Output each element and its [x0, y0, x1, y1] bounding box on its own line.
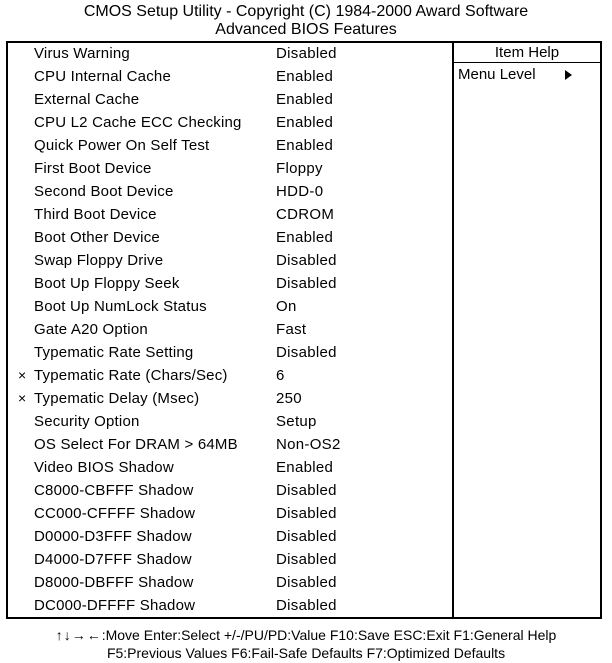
- setting-value: 6: [276, 367, 285, 384]
- setting-label: D4000-D7FFF Shadow: [34, 551, 192, 568]
- setting-label: Quick Power On Self Test: [34, 137, 210, 154]
- setting-label: First Boot Device: [34, 160, 152, 177]
- setting-label: Typematic Rate Setting: [34, 344, 194, 361]
- setting-row-security-option[interactable]: [8, 410, 452, 433]
- setting-value[interactable]: Non-OS2: [276, 436, 341, 453]
- setting-label: Swap Floppy Drive: [34, 252, 164, 269]
- settings-list: [8, 42, 452, 617]
- setting-label: Boot Up Floppy Seek: [34, 275, 180, 292]
- setting-row-third-boot-device[interactable]: [8, 203, 452, 226]
- disabled-mark-icon: ×: [18, 390, 27, 406]
- menu-level-label: Menu Level: [458, 66, 536, 83]
- setting-label: CC000-CFFFF Shadow: [34, 505, 196, 522]
- setting-label: Security Option: [34, 413, 140, 430]
- setting-row-typematic-delay: [8, 387, 452, 410]
- setting-value[interactable]: Setup: [276, 413, 317, 430]
- setting-label: Boot Up NumLock Status: [34, 298, 207, 315]
- setting-row-typematic-rate: [8, 364, 452, 387]
- setting-value[interactable]: Fast: [276, 321, 307, 338]
- setting-value: 250: [276, 390, 302, 407]
- page-title: Advanced BIOS Features: [215, 21, 397, 38]
- setting-row-d0000-shadow[interactable]: [8, 525, 452, 548]
- setting-row-d4000-shadow[interactable]: [8, 548, 452, 571]
- setting-row-typematic-rate-setting[interactable]: [8, 341, 452, 364]
- setting-row-cpu-internal-cache[interactable]: [8, 65, 452, 88]
- setting-value[interactable]: HDD-0: [276, 183, 324, 200]
- setting-row-gate-a20-option[interactable]: [8, 318, 452, 341]
- triangle-right-icon: [565, 70, 572, 80]
- setting-label: Gate A20 Option: [34, 321, 148, 338]
- setting-label: Virus Warning: [34, 45, 130, 62]
- setting-row-boot-up-floppy-seek[interactable]: [8, 272, 452, 295]
- setting-value[interactable]: Enabled: [276, 114, 334, 131]
- setting-value[interactable]: Disabled: [276, 252, 337, 269]
- setting-row-c8000-shadow[interactable]: [8, 479, 452, 502]
- setting-value[interactable]: Disabled: [276, 45, 337, 62]
- setting-row-os-select-for-dram[interactable]: [8, 433, 452, 456]
- setting-row-cpu-l2-cache-ecc-checking[interactable]: [8, 111, 452, 134]
- setting-value[interactable]: Disabled: [276, 528, 337, 545]
- setting-row-d8000-shadow[interactable]: [8, 571, 452, 594]
- arrow-keys-icon: ↑↓→←: [55, 627, 102, 643]
- setting-label: Boot Other Device: [34, 229, 160, 246]
- setting-row-dc000-shadow[interactable]: [8, 594, 452, 617]
- key-help-line-1: [0, 626, 612, 644]
- setting-label: CPU Internal Cache: [34, 68, 171, 85]
- setting-value[interactable]: Enabled: [276, 68, 334, 85]
- setting-value[interactable]: Enabled: [276, 91, 334, 108]
- setting-value[interactable]: Enabled: [276, 229, 334, 246]
- setting-label: D0000-D3FFF Shadow: [34, 528, 192, 545]
- setting-label: OS Select For DRAM > 64MB: [34, 436, 238, 453]
- setting-label: Typematic Rate (Chars/Sec): [34, 367, 228, 384]
- setting-value[interactable]: Disabled: [276, 505, 337, 522]
- setting-value[interactable]: Enabled: [276, 459, 334, 476]
- setting-row-boot-up-numlock-status[interactable]: [8, 295, 452, 318]
- help-panel-divider: [452, 41, 454, 619]
- setting-value[interactable]: Disabled: [276, 551, 337, 568]
- window-title: CMOS Setup Utility - Copyright (C) 1984-2000 Award Software: [83, 3, 529, 20]
- disabled-mark-icon: ×: [18, 367, 27, 383]
- setting-row-quick-power-on-self-test[interactable]: [8, 134, 452, 157]
- setting-value[interactable]: Floppy: [276, 160, 323, 177]
- setting-row-virus-warning[interactable]: [8, 42, 452, 65]
- setting-label: Third Boot Device: [34, 206, 157, 223]
- setting-value[interactable]: Disabled: [276, 574, 337, 591]
- setting-label: C8000-CBFFF Shadow: [34, 482, 194, 499]
- setting-row-external-cache[interactable]: [8, 88, 452, 111]
- setting-value[interactable]: CDROM: [276, 206, 335, 223]
- setting-label: CPU L2 Cache ECC Checking: [34, 114, 242, 131]
- setting-label: DC000-DFFFF Shadow: [34, 597, 196, 614]
- setting-value[interactable]: Disabled: [276, 344, 337, 361]
- key-help-line-2: F5:Previous Values F6:Fail-Safe Defaults F7:Optimized Defaults: [106, 645, 506, 661]
- setting-row-boot-other-device[interactable]: [8, 226, 452, 249]
- setting-label: Video BIOS Shadow: [34, 459, 174, 476]
- setting-value[interactable]: Disabled: [276, 275, 337, 292]
- setting-label: Second Boot Device: [34, 183, 174, 200]
- setting-row-cc000-shadow[interactable]: [8, 502, 452, 525]
- setting-label: D8000-DBFFF Shadow: [34, 574, 194, 591]
- setting-row-swap-floppy-drive[interactable]: [8, 249, 452, 272]
- setting-value[interactable]: Enabled: [276, 137, 334, 154]
- setting-value[interactable]: On: [276, 298, 297, 315]
- setting-label: Typematic Delay (Msec): [34, 390, 200, 407]
- item-help-title: Item Help: [494, 44, 560, 61]
- setting-value[interactable]: Disabled: [276, 597, 337, 614]
- setting-label: External Cache: [34, 91, 140, 108]
- setting-value[interactable]: Disabled: [276, 482, 337, 499]
- help-title-divider: [454, 62, 600, 63]
- setting-row-video-bios-shadow[interactable]: [8, 456, 452, 479]
- setting-row-first-boot-device[interactable]: [8, 157, 452, 180]
- setting-row-second-boot-device[interactable]: [8, 180, 452, 203]
- key-help-text: :Move Enter:Select +/-/PU/PD:Value F10:Save ESC:Exit F1:General Help: [101, 627, 557, 643]
